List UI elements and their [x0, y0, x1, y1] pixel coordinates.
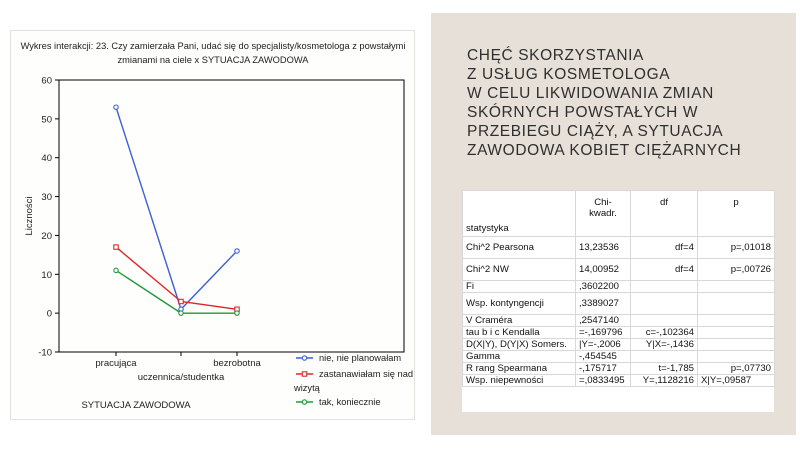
slide-title-line: CHĘĆ SKORZYSTANIA [467, 47, 644, 64]
table-cell: -,175717 [576, 363, 631, 375]
slide-title-line: W CELU LIKWIDOWANIA ZMIAN [467, 85, 714, 102]
data-point [179, 311, 183, 315]
table-cell [631, 351, 698, 363]
slide-title-line: SKÓRNYCH POWSTAŁYCH W [467, 104, 699, 121]
table-cell: Gamma [463, 351, 576, 363]
table-row [463, 351, 775, 363]
plot-area [59, 80, 404, 352]
table-header-cell: Chi- kwadr. [576, 191, 631, 237]
slide-title-line: PRZEBIEGU CIĄŻY, A SYTUACJA [467, 123, 724, 140]
data-point [114, 245, 118, 249]
table-cell: t=-1,785 [631, 363, 698, 375]
table-cell: p=,01018 [698, 237, 775, 259]
table-header-cell: statystyka [463, 191, 576, 237]
table-cell: X|Y=,09587 [698, 375, 775, 387]
legend-label: nie, nie planowałam [319, 353, 402, 363]
table-cell [631, 293, 698, 315]
table-cell: tau b i c Kendalla [463, 327, 576, 339]
table-cell [698, 315, 775, 327]
table-cell [698, 281, 775, 293]
table-row [463, 237, 775, 259]
data-point [114, 268, 118, 272]
table-cell [698, 293, 775, 315]
table-cell: p=,00726 [698, 259, 775, 281]
y-tick-label: -10 [38, 347, 52, 359]
table-cell [698, 327, 775, 339]
table-cell: 13,23536 [576, 237, 631, 259]
table-header-row [463, 191, 775, 237]
table-cell: V Craméra [463, 315, 576, 327]
legend-label: wizytą [294, 383, 320, 393]
table-row [463, 293, 775, 315]
data-point [235, 249, 239, 253]
slide-title [467, 46, 787, 160]
table-cell: df=4 [631, 237, 698, 259]
interaction-chart [10, 30, 415, 420]
chart-title-line-2: zmianami na ciele x SYTUACJA ZAWODOWA [117, 55, 309, 65]
table-row [463, 327, 775, 339]
table-cell: R rang Spearmana [463, 363, 576, 375]
chart-title-line-1: Wykres interakcji: 23. Czy zamierzała Pani, udać się do specjalisty/kosmetologa z powstałymi [20, 41, 406, 51]
y-tick-label: 0 [46, 308, 52, 320]
legend-label: zastanawiałam się nad [319, 369, 414, 379]
data-point [179, 299, 183, 303]
slide-title-line: ZAWODOWA KOBIET CIĘŻARNYCH [467, 142, 742, 159]
table-row [463, 363, 775, 375]
table-cell: Wsp. niepewności [463, 375, 576, 387]
table-cell: |Y=-,2006 [576, 339, 631, 351]
table-cell: Chi^2 NW [463, 259, 576, 281]
legend-label: tak, koniecznie [319, 397, 381, 407]
chart-canvas [11, 31, 416, 421]
slide-title-line: Z USŁUG KOSMETOLOGA [467, 66, 671, 83]
table-row [463, 339, 775, 351]
table-row [463, 281, 775, 293]
data-point [235, 311, 239, 315]
table-cell: p=,07730 [698, 363, 775, 375]
y-tick-label: 50 [41, 114, 52, 126]
y-tick-label: 10 [41, 269, 52, 281]
table-cell: ,3602200 [576, 281, 631, 293]
table-cell [631, 315, 698, 327]
table-cell: =,0833495 [576, 375, 631, 387]
table-row [463, 315, 775, 327]
table-cell: Wsp. kontyngencji [463, 293, 576, 315]
table-cell: -,454545 [576, 351, 631, 363]
y-tick-label: 30 [41, 192, 52, 204]
table-cell [631, 281, 698, 293]
table-cell [698, 351, 775, 363]
table-cell: D(X|Y), D(Y|X) Somers. [463, 339, 576, 351]
table-cell: 14,00952 [576, 259, 631, 281]
table-cell: df=4 [631, 259, 698, 281]
table-cell: c=-,102364 [631, 327, 698, 339]
table-header-cell: p [698, 191, 775, 237]
table-row [463, 259, 775, 281]
y-axis-label: Liczności [24, 196, 35, 236]
table-row [463, 375, 775, 387]
table-cell: ,3389027 [576, 293, 631, 315]
y-tick-label: 60 [41, 75, 52, 87]
x-tick-label: pracująca [95, 358, 137, 369]
y-tick-label: 20 [41, 230, 52, 242]
table-cell: =-,169796 [576, 327, 631, 339]
table-cell: Fi [463, 281, 576, 293]
data-point [114, 105, 118, 109]
table-cell: Y=,1128216 [631, 375, 698, 387]
x-tick-label: bezrobotna [213, 358, 261, 369]
legend-marker [302, 372, 306, 376]
table-cell [698, 339, 775, 351]
series-line [116, 247, 237, 309]
x-axis-label: SYTUACJA ZAWODOWA [81, 400, 191, 411]
legend-marker [302, 356, 306, 360]
table-cell: Chi^2 Pearsona [463, 237, 576, 259]
table-cell: ,2547140 [576, 315, 631, 327]
series-line [116, 107, 237, 309]
statistics-table [462, 190, 774, 412]
legend-marker [302, 400, 306, 404]
x-tick-label: uczennica/studentka [137, 372, 225, 383]
y-tick-label: 40 [41, 153, 52, 165]
table-header-cell: df [631, 191, 698, 237]
table-cell: Y|X=-,1436 [631, 339, 698, 351]
